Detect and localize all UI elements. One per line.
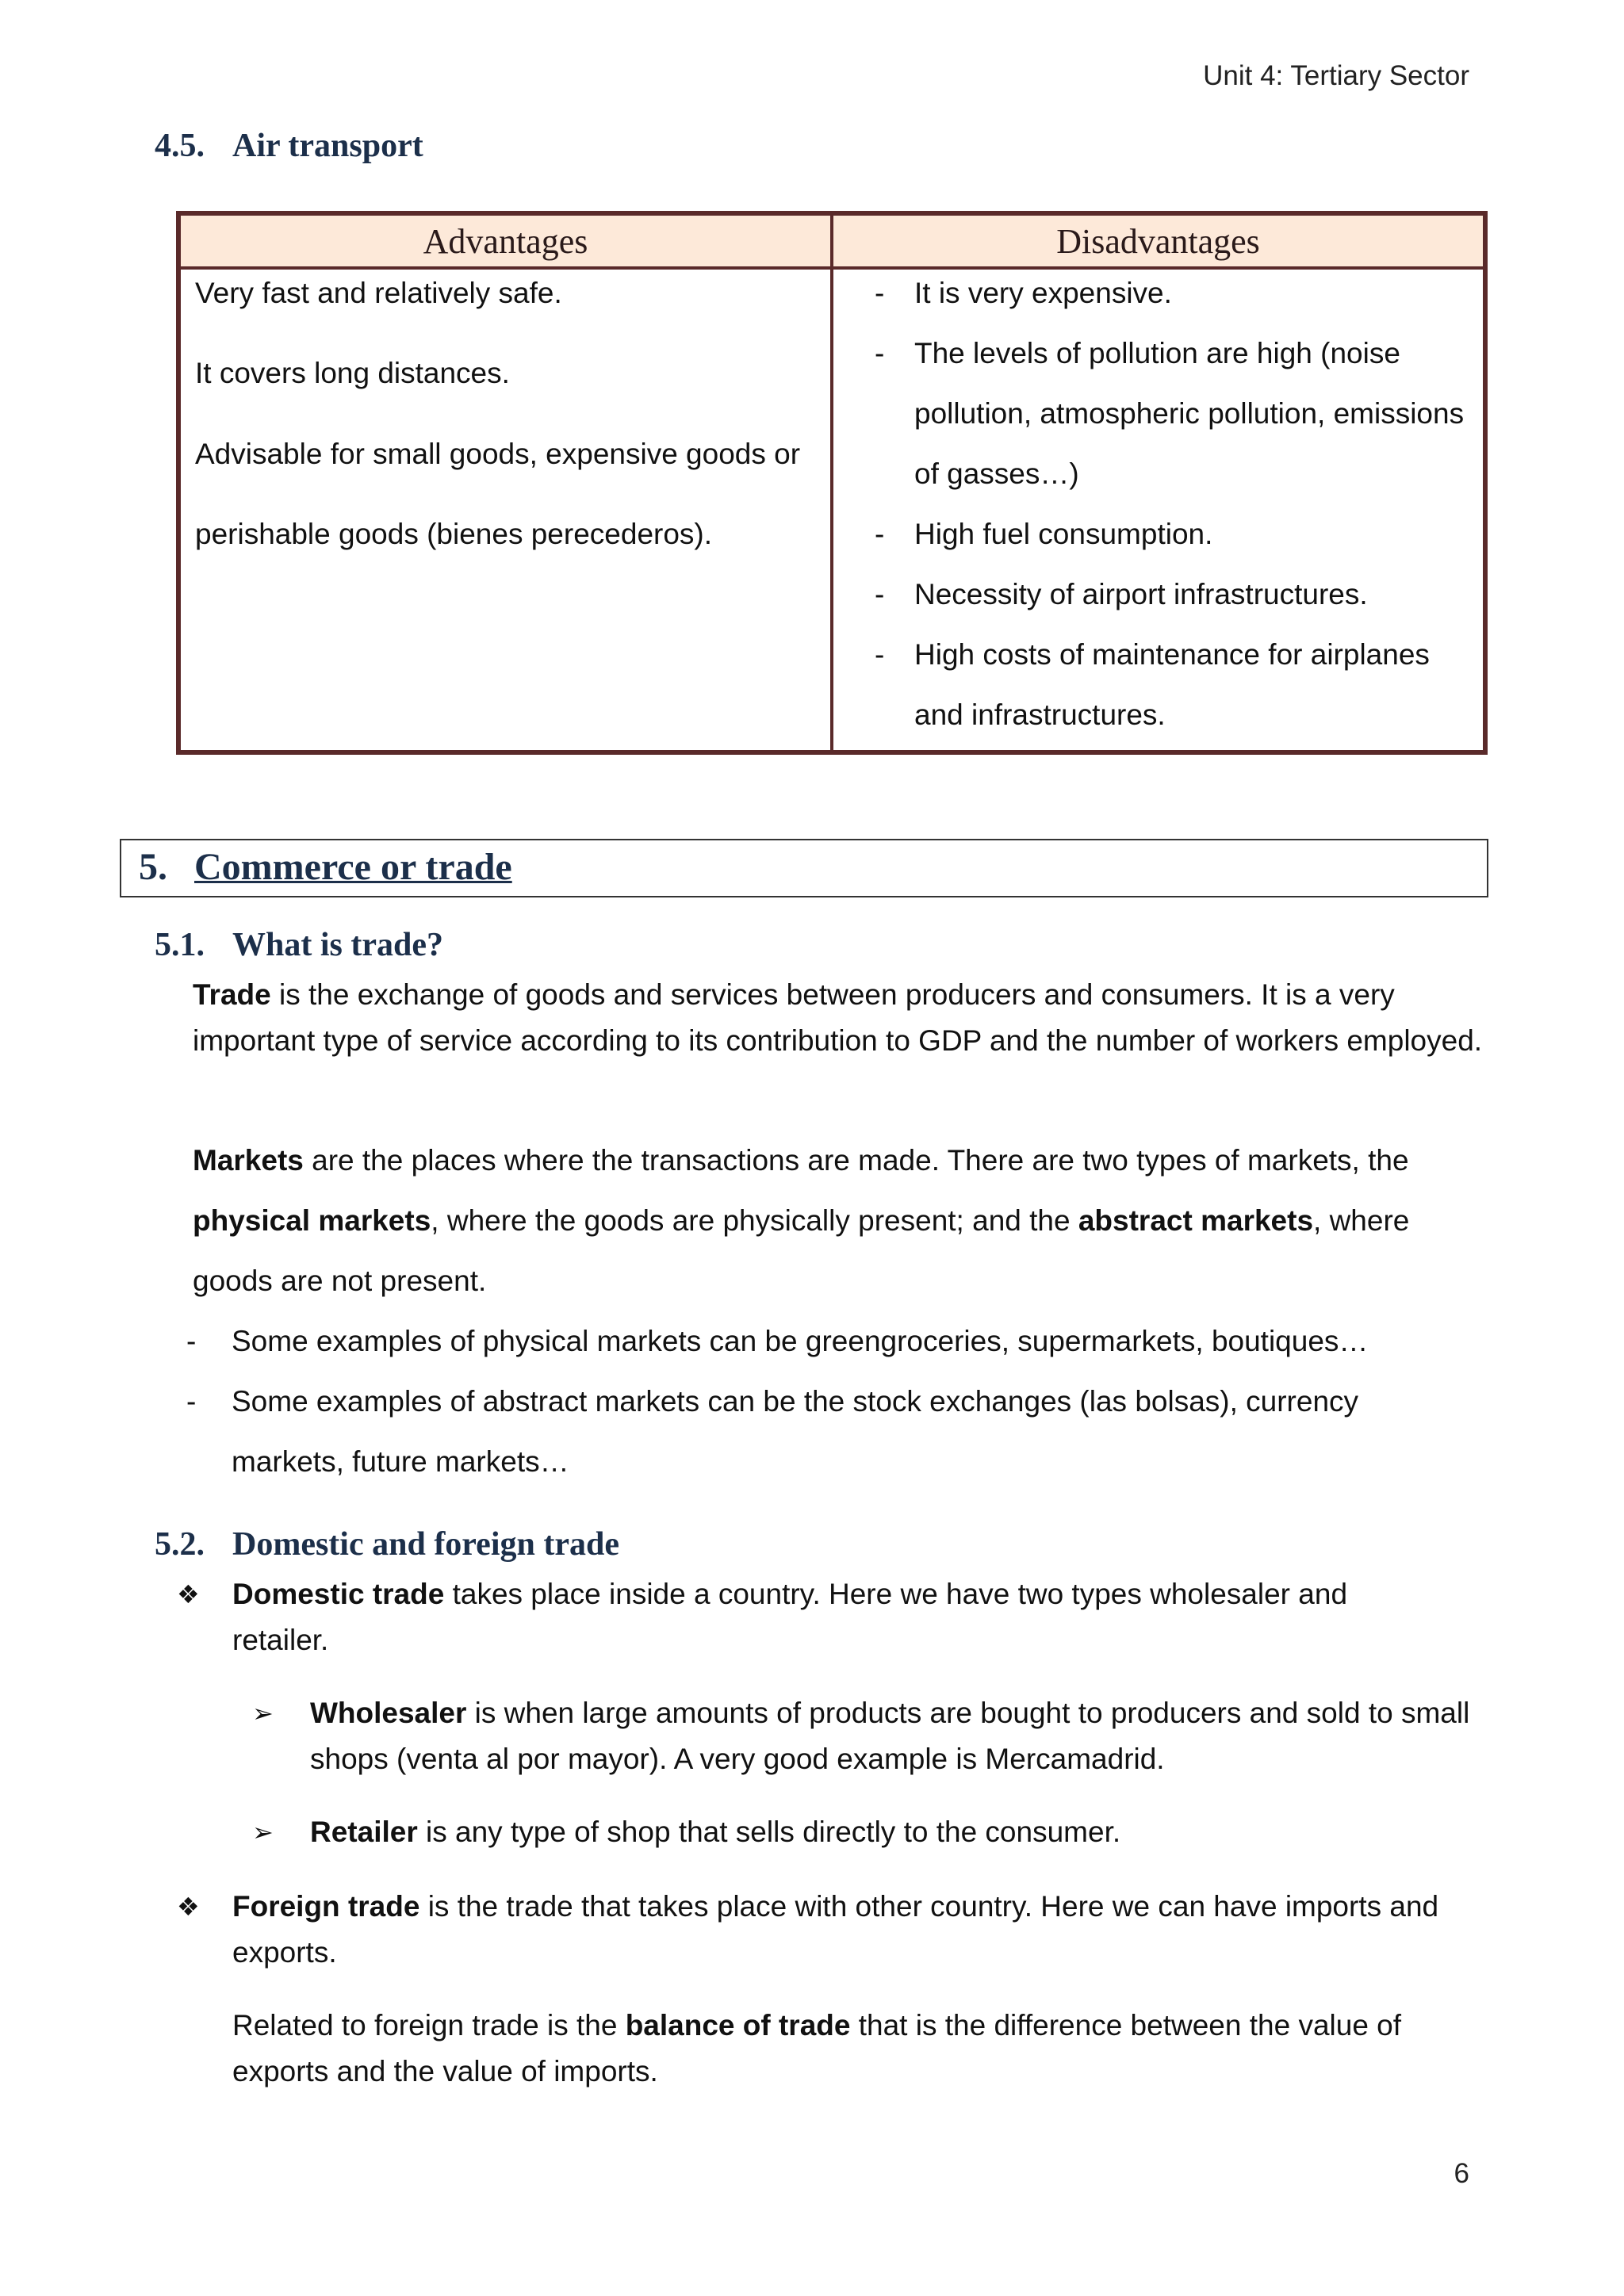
disadvantage-item: - Necessity of airport infrastructures.: [875, 564, 1470, 625]
advantage-item: Very fast and relatively safe.: [195, 277, 562, 309]
section-number: 5.2.: [155, 1526, 205, 1563]
section-title: Commerce or trade: [194, 846, 512, 888]
page-number: 6: [1454, 2158, 1469, 2189]
disadvantages-cell: [832, 268, 1485, 752]
section-5-1-heading: [155, 926, 443, 964]
section-5-box: [120, 839, 1488, 897]
section-title: Domestic and foreign trade: [232, 1526, 619, 1563]
section-number: 4.5.: [155, 128, 205, 164]
advantage-item: It covers long distances.: [195, 357, 510, 389]
advantages-cell: [178, 268, 832, 752]
disadvantage-item: - It is very expensive.: [875, 263, 1470, 323]
advantages-header: Advantages: [178, 213, 832, 268]
section-number: 5.1.: [155, 927, 205, 963]
diamond-bullet-icon: ❖: [177, 1892, 200, 1921]
arrow-bullet-icon: ➢: [252, 1818, 274, 1846]
section-5-heading: [139, 845, 512, 889]
disadvantage-item: - High costs of maintenance for airplanes and infrastructures.: [875, 625, 1470, 745]
air-transport-table: [176, 211, 1488, 755]
running-header: Unit 4: Tertiary Sector: [1203, 60, 1469, 91]
disadvantage-item: - The levels of pollution are high (noise pollution, atmospheric pollution, emissions of gasses…): [875, 323, 1470, 504]
trade-definition: Trade is the exchange of goods and services between producers and consumers. It is a very important type of service according to its contribution to GDP and the number of workers employed.: [193, 978, 1483, 1057]
diamond-bullet-icon: ❖: [177, 1580, 200, 1609]
disadvantage-item: - High fuel consumption.: [875, 504, 1470, 564]
markets-definition: Markets are the places where the transactions are made. There are two types of markets, the physical markets, where the goods are physically present; and the abstract markets, where goods are not present.: [193, 1144, 1410, 1297]
section-title: What is trade?: [232, 927, 443, 963]
balance-of-trade-paragraph: Related to foreign trade is the balance of trade that is the difference between the value of exports and the value of imports.: [232, 2009, 1402, 2087]
disadvantages-header: Disadvantages: [832, 213, 1485, 268]
section-4-5-heading: [155, 127, 423, 165]
advantage-item: Advisable for small goods, expensive goods or perishable goods (bienes perecederos).: [195, 438, 801, 550]
arrow-bullet-icon: ➢: [252, 1699, 274, 1728]
section-number: 5.: [139, 846, 167, 888]
section-5-2-heading: [155, 1525, 619, 1563]
section-title: Air transport: [232, 128, 423, 164]
